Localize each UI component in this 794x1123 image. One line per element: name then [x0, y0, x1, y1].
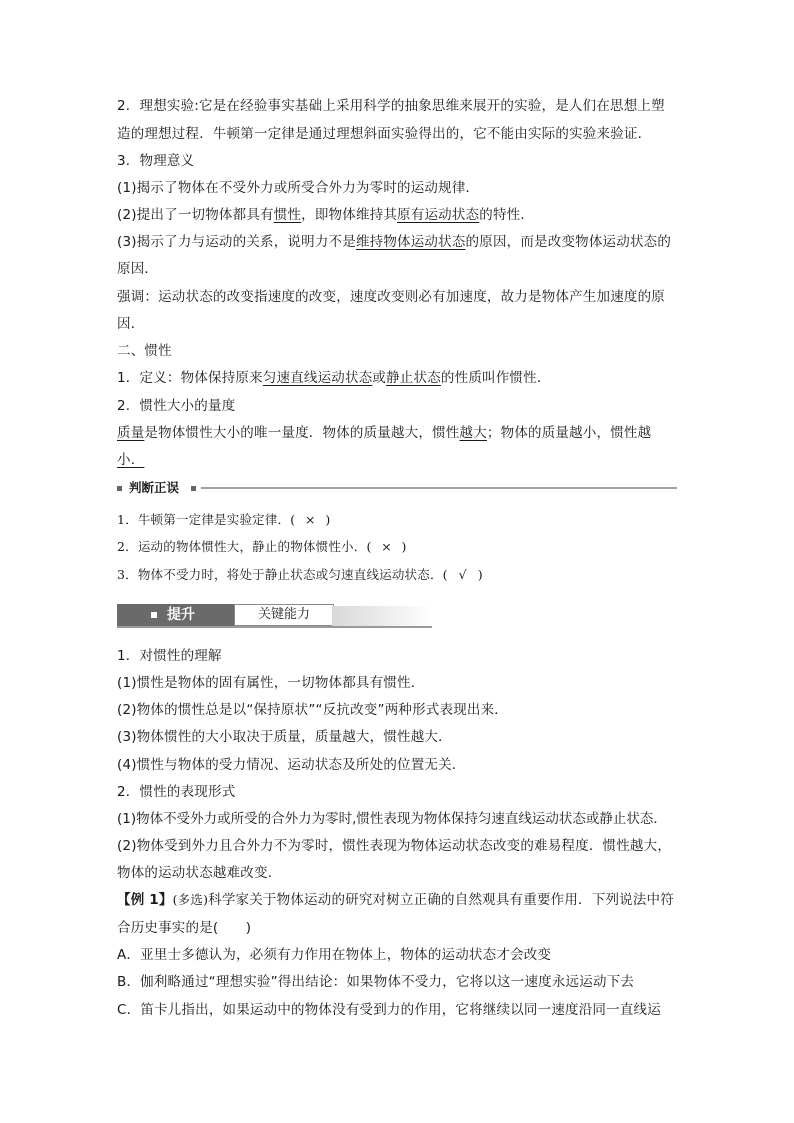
banner-fade	[332, 606, 432, 626]
judge-title: 判断正误	[129, 480, 180, 495]
underlined-answer: 静止状态	[386, 370, 441, 386]
ideal-experiment-line-2: 造的理想过程．牛顿第一定律是通过理想斜面实验得出的，它不能由实际的实验来验证．	[117, 126, 652, 142]
option-c: C．笛卡儿指出，如果运动中的物体没有受到力的作用，它将继续以同一速度沿同一直线运	[117, 1002, 661, 1018]
text-run: 的性质叫作惯性．	[440, 370, 551, 386]
underlined-answer: 匀速直线运动状态	[262, 370, 373, 386]
underlined-answer: 质量	[117, 425, 145, 441]
divider	[201, 487, 677, 489]
multi-select-tag: (多选)	[172, 892, 209, 907]
judge-item-1	[117, 510, 330, 530]
example-stem-line-2: 合历史事实的是( )	[117, 920, 252, 936]
physical-meaning-point-3-cont: 原因．	[117, 261, 159, 277]
judge-section-heading	[117, 480, 677, 496]
square-bullet-icon	[151, 612, 157, 618]
inertia-measure-line-2	[117, 450, 144, 470]
judge-item-text: 2．运动的物体惯性大，静止的物体惯性小．(	[117, 539, 372, 554]
text-run: )	[325, 512, 331, 527]
forms-point-1: (1)物体不受外力或所受的合外力为零时,惯性表现为物体保持匀速直线运动状态或静止状态．	[117, 811, 667, 827]
text-run: 1．定义：物体保持原来	[117, 370, 263, 386]
example-tag: 【例 1】	[117, 892, 173, 908]
text-run: 或	[372, 370, 387, 386]
text-run: ，即物体维持其	[301, 207, 398, 223]
underlined-answer: 惯性	[273, 207, 302, 223]
underlined-answer: 维持物体运动状态	[355, 234, 466, 250]
cross-mark-icon: ×	[381, 539, 392, 554]
section-banner	[117, 604, 432, 628]
text-run: ；物体的质量越小，惯性越	[486, 425, 652, 441]
physical-meaning-point-2	[117, 205, 534, 225]
forms-heading: 2．惯性的表现形式	[117, 784, 236, 800]
example-stem-line-1	[117, 890, 674, 910]
text-run: (3)揭示了力与运动的关系，说明力不是	[117, 234, 356, 250]
text-run: 科学家关于物体运动的研究对树立正确的自然观具有重要作用．下列说法中符	[208, 892, 674, 908]
underlined-answer: 原有运动状态	[397, 207, 480, 223]
underlined-answer: 小．	[117, 452, 145, 468]
underlined-answer: 越大	[459, 425, 487, 441]
text-run: (2)提出了一切物体都具有	[117, 207, 274, 223]
option-b: B．伽利略通过“理想实验”得出结论：如果物体不受力，它将以这一速度永远运动下去	[117, 974, 635, 990]
text-run: )	[477, 567, 483, 582]
forms-point-2-line-2: 物体的运动状态越难改变．	[117, 865, 282, 881]
physical-meaning-point-3	[117, 232, 671, 252]
cross-mark-icon: ×	[305, 512, 316, 527]
text-run: 的原因，而是改变物体运动状态的	[465, 234, 672, 250]
square-bullet-icon	[191, 486, 196, 491]
inertia-measure-line-1	[117, 423, 651, 443]
understanding-heading: 1．对惯性的理解	[117, 648, 222, 664]
banner-underline	[117, 626, 432, 628]
physical-meaning-heading: 3．物理意义	[117, 153, 195, 169]
forms-point-2-line-1: (2)物体受到外力且合外力不为零时，惯性表现为物体运动状态改变的难易程度．惯性越大，	[117, 838, 672, 854]
text-run: 是物体惯性大小的唯一量度．物体的质量越大，惯性	[144, 425, 460, 441]
option-a: A．亚里士多德认为，必须有力作用在物体上，物体的运动状态才会改变	[117, 947, 552, 963]
inertia-definition	[117, 368, 551, 388]
check-mark-icon: √	[458, 567, 467, 582]
emphasis-line-2: 因．	[117, 316, 145, 332]
inertia-heading: 二、惯性	[117, 343, 172, 359]
understanding-point-3: (3)物体惯性的大小取决于质量，质量越大，惯性越大．	[117, 729, 452, 745]
text-run: )	[401, 539, 407, 554]
text-run: 的特性．	[479, 207, 535, 223]
emphasis-line-1: 强调：运动状态的改变指速度的改变，速度改变则必有加速度，故力是物体产生加速度的原	[117, 289, 665, 305]
inertia-measure-heading: 2．惯性大小的量度	[117, 398, 236, 414]
banner-dark-tab	[117, 604, 234, 626]
judge-item-text: 1．牛顿第一定律是实验定律．(	[117, 512, 296, 527]
banner-right-label: 关键能力	[234, 604, 334, 626]
ideal-experiment-line-1: 2．理想实验:它是在经验事实基础上采用科学的抽象思维来展开的实验，是人们在思想上塑	[117, 98, 665, 114]
judge-item-2	[117, 537, 407, 557]
understanding-point-2: (2)物体的惯性总是以“保持原状”“反抗改变”两种形式表现出来．	[117, 702, 508, 718]
understanding-point-1: (1)惯性是物体的固有属性，一切物体都具有惯性．	[117, 675, 425, 691]
banner-left-label: 提升	[167, 607, 195, 623]
judge-item-text: 3．物体不受力时，将处于静止状态或匀速直线运动状态．(	[117, 567, 448, 582]
physical-meaning-point-1: (1)揭示了物体在不受外力或所受合外力为零时的运动规律．	[117, 180, 480, 196]
understanding-point-4: (4)惯性与物体的受力情况、运动状态及所处的位置无关．	[117, 757, 466, 773]
square-bullet-icon	[117, 486, 122, 491]
judge-item-3	[117, 565, 483, 585]
